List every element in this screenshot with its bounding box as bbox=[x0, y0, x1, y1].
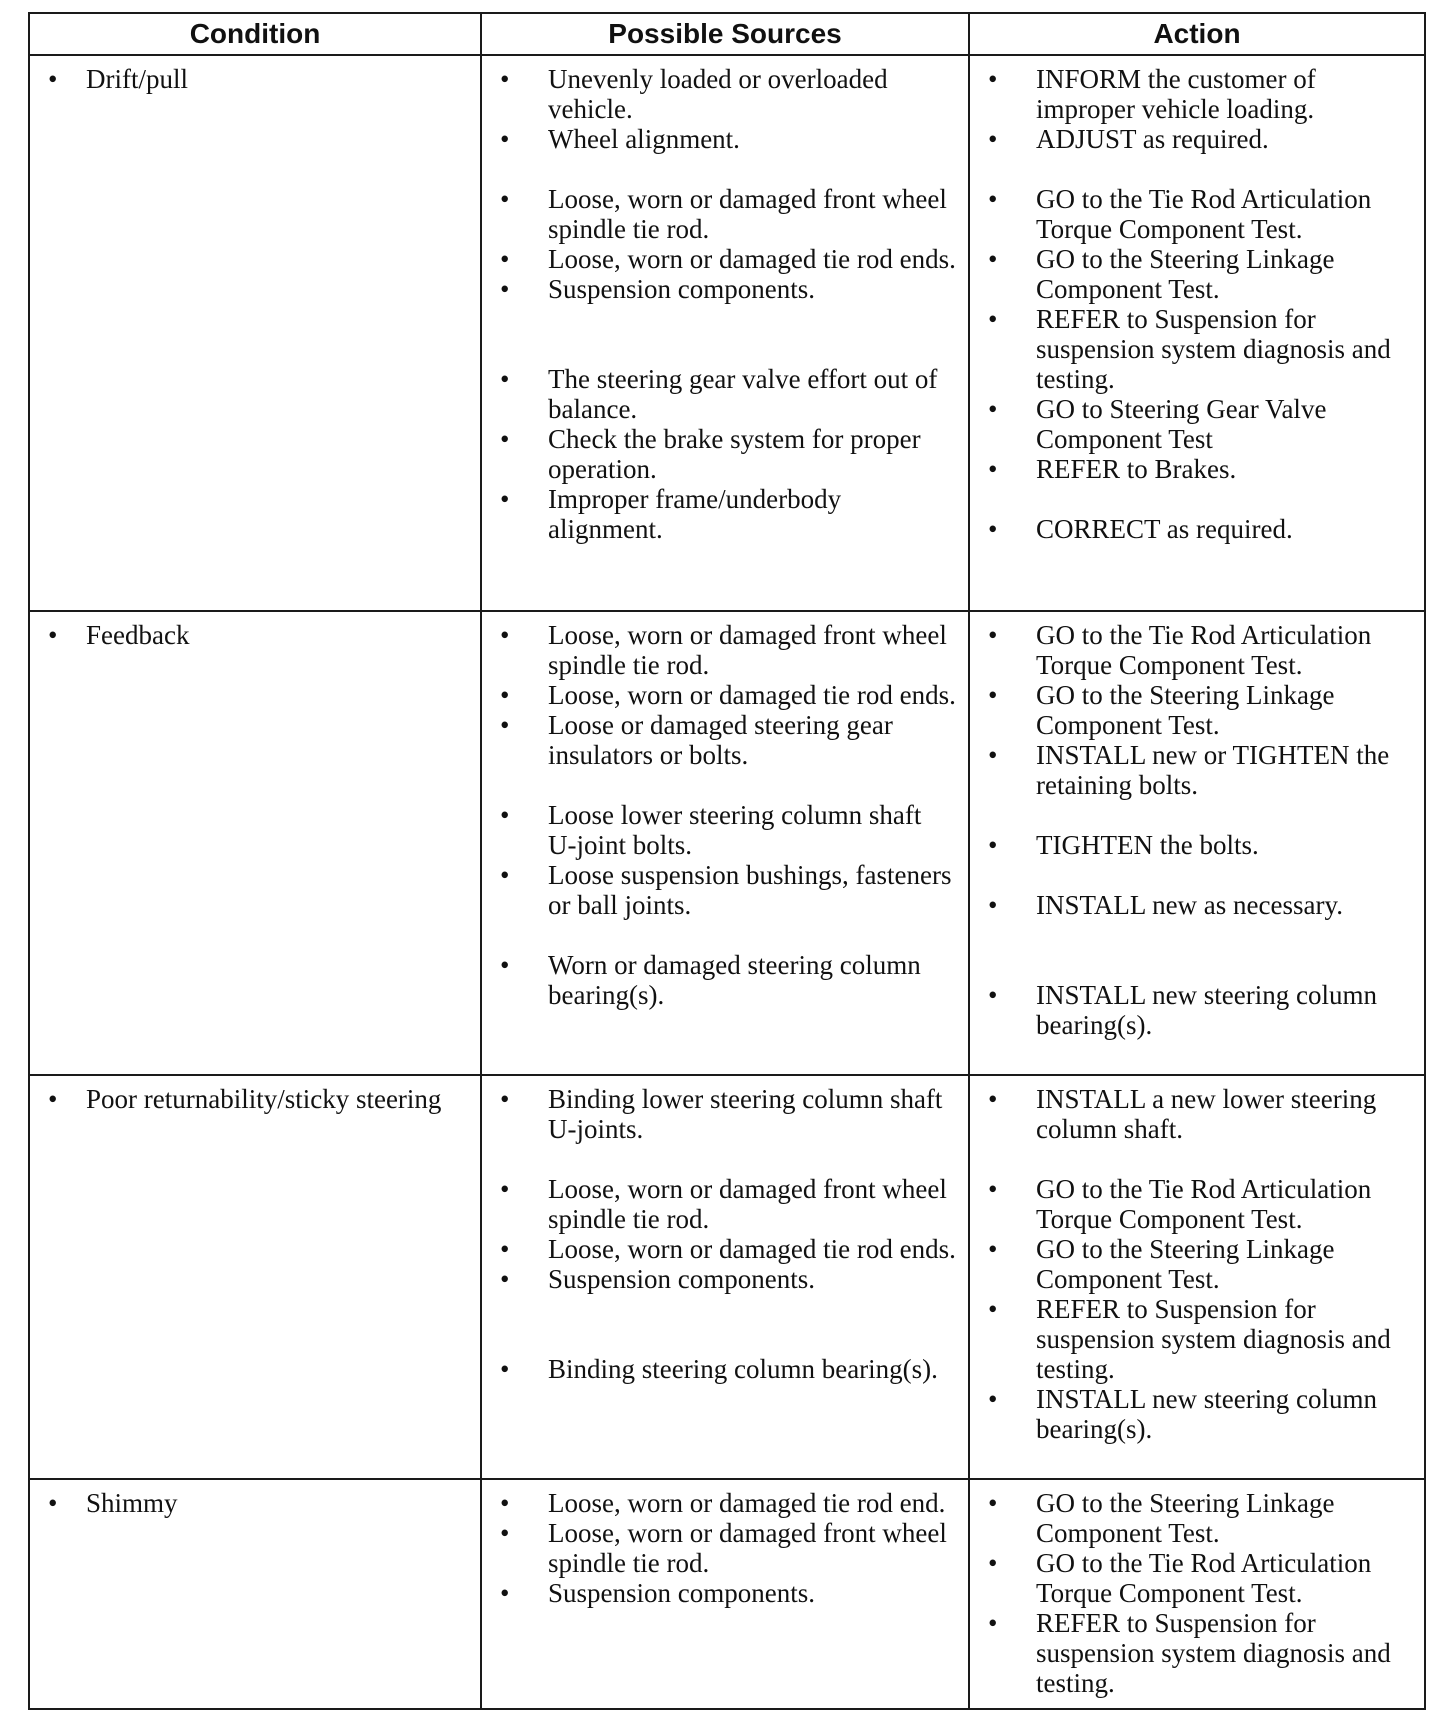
source-item: • Wheel alignment. bbox=[494, 124, 956, 154]
source-item: • Loose, worn or damaged tie rod ends. bbox=[494, 680, 956, 710]
condition-item: • Feedback bbox=[42, 620, 468, 650]
table-row bbox=[29, 1479, 1425, 1709]
condition-item: • Shimmy bbox=[42, 1488, 468, 1518]
condition-cell bbox=[29, 1075, 481, 1479]
source-item: • Suspension components. bbox=[494, 1578, 956, 1608]
source-item: • Loose, worn or damaged front wheel spindle tie rod. bbox=[494, 1518, 956, 1578]
diagnosis-table bbox=[28, 12, 1426, 1710]
source-item: • Loose suspension bushings, fasteners or ball joints. bbox=[494, 860, 956, 920]
condition-item: • Drift/pull bbox=[42, 64, 468, 94]
action-item: • CORRECT as required. bbox=[982, 514, 1412, 544]
action-item: • INSTALL new or TIGHTEN the retaining bolts. bbox=[982, 740, 1412, 800]
action-item: • INFORM the customer of improper vehicle loading. bbox=[982, 64, 1412, 124]
header-possible-sources: Possible Sources bbox=[481, 13, 969, 55]
action-item: • GO to the Tie Rod Articulation Torque Component Test. bbox=[982, 184, 1412, 244]
action-item: • REFER to Suspension for suspension system diagnosis and testing. bbox=[982, 1608, 1412, 1698]
action-item: • GO to Steering Gear Valve Component Test bbox=[982, 394, 1412, 454]
action-item: • INSTALL new steering column bearing(s). bbox=[982, 1384, 1412, 1444]
source-item: • Loose, worn or damaged front wheel spindle tie rod. bbox=[494, 1174, 956, 1234]
table-row bbox=[29, 611, 1425, 1075]
table-row bbox=[29, 1075, 1425, 1479]
action-item: • REFER to Suspension for suspension system diagnosis and testing. bbox=[982, 304, 1412, 394]
action-item: • GO to the Tie Rod Articulation Torque Component Test. bbox=[982, 1174, 1412, 1234]
action-cell bbox=[969, 1479, 1425, 1709]
action-item: • GO to the Tie Rod Articulation Torque Component Test. bbox=[982, 1548, 1412, 1608]
action-item: • GO to the Steering Linkage Component Test. bbox=[982, 680, 1412, 740]
action-item: • GO to the Steering Linkage Component Test. bbox=[982, 244, 1412, 304]
source-item: • Loose lower steering column shaft U-joint bolts. bbox=[494, 800, 956, 860]
source-item: • Loose, worn or damaged tie rod ends. bbox=[494, 1234, 956, 1264]
action-item: • GO to the Steering Linkage Component Test. bbox=[982, 1488, 1412, 1548]
source-item: • The steering gear valve effort out of balance. bbox=[494, 364, 956, 424]
source-item: • Loose, worn or damaged tie rod end. bbox=[494, 1488, 956, 1518]
action-item: • GO to the Steering Linkage Component Test. bbox=[982, 1234, 1412, 1294]
action-item: • TIGHTEN the bolts. bbox=[982, 830, 1412, 860]
sources-cell bbox=[481, 611, 969, 1075]
condition-item: • Poor returnability/sticky steering bbox=[42, 1084, 468, 1114]
source-item: • Loose, worn or damaged front wheel spindle tie rod. bbox=[494, 184, 956, 244]
condition-cell bbox=[29, 55, 481, 611]
source-item: • Improper frame/underbody alignment. bbox=[494, 484, 956, 544]
source-item: • Binding steering column bearing(s). bbox=[494, 1354, 956, 1384]
action-cell bbox=[969, 55, 1425, 611]
sources-cell bbox=[481, 55, 969, 611]
condition-cell bbox=[29, 611, 481, 1075]
action-item: • GO to the Tie Rod Articulation Torque Component Test. bbox=[982, 620, 1412, 680]
action-item: • INSTALL a new lower steering column shaft. bbox=[982, 1084, 1412, 1144]
source-item: • Loose, worn or damaged tie rod ends. bbox=[494, 244, 956, 274]
source-item: • Suspension components. bbox=[494, 1264, 956, 1294]
table-row bbox=[29, 55, 1425, 611]
header-action: Action bbox=[969, 13, 1425, 55]
sources-cell bbox=[481, 1075, 969, 1479]
header-condition: Condition bbox=[29, 13, 481, 55]
source-item: • Worn or damaged steering column bearing(s). bbox=[494, 950, 956, 1010]
source-item: • Unevenly loaded or overloaded vehicle. bbox=[494, 64, 956, 124]
source-item: • Check the brake system for proper operation. bbox=[494, 424, 956, 484]
action-cell bbox=[969, 611, 1425, 1075]
action-item: • ADJUST as required. bbox=[982, 124, 1412, 154]
source-item: • Binding lower steering column shaft U-joints. bbox=[494, 1084, 956, 1144]
action-cell bbox=[969, 1075, 1425, 1479]
source-item: • Suspension components. bbox=[494, 274, 956, 304]
source-item: • Loose, worn or damaged front wheel spindle tie rod. bbox=[494, 620, 956, 680]
sources-cell bbox=[481, 1479, 969, 1709]
condition-cell bbox=[29, 1479, 481, 1709]
action-item: • REFER to Suspension for suspension system diagnosis and testing. bbox=[982, 1294, 1412, 1384]
header-row bbox=[29, 13, 1425, 55]
action-item: • REFER to Brakes. bbox=[982, 454, 1412, 484]
action-item: • INSTALL new as necessary. bbox=[982, 890, 1412, 920]
action-item: • INSTALL new steering column bearing(s). bbox=[982, 980, 1412, 1040]
source-item: • Loose or damaged steering gear insulators or bolts. bbox=[494, 710, 956, 770]
